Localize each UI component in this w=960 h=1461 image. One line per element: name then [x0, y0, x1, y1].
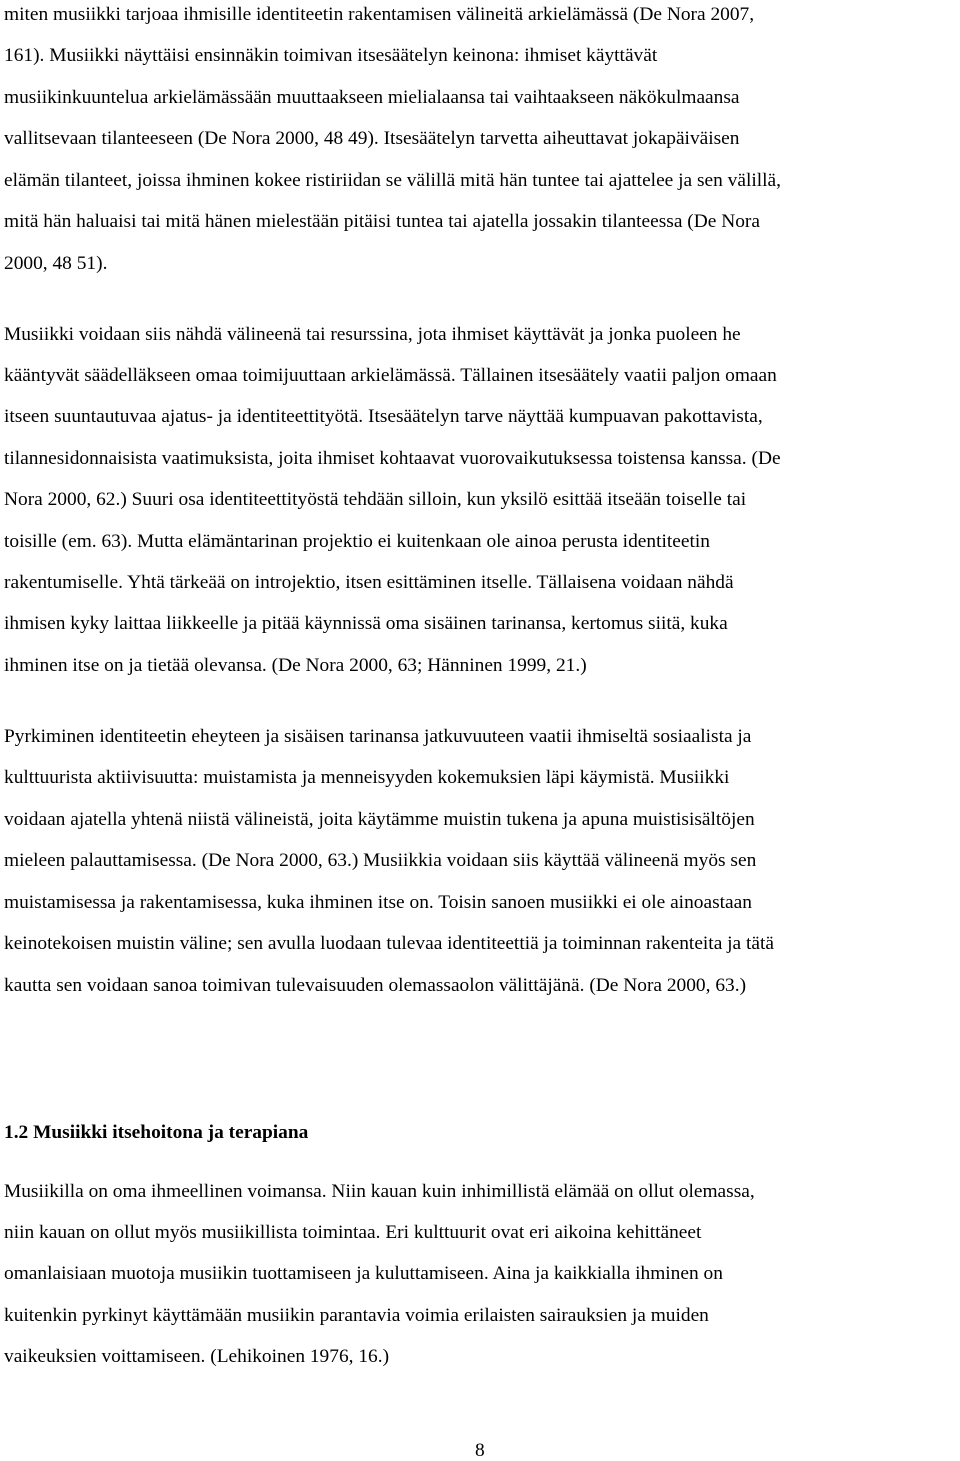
text-line: vallitsevaan tilanteeseen (De Nora 2000, 48 49). Itsesäätelyn tarvetta aiheuttavat jokapäiväisen: [4, 128, 740, 149]
text-line: 161). Musiikki näyttäisi ensinnäkin toimivan itsesäätelyn keinona: ihmiset käyttävät: [4, 45, 658, 66]
text-line: elämän tilanteet, joissa ihminen kokee ristiriidan se välillä mitä hän tuntee tai ajattelee ja sen välillä,: [4, 170, 781, 191]
page-number: 8: [475, 1440, 485, 1461]
text-line: voidaan ajatella yhtenä niistä välineistä, joita käytämme muistin tukena ja apuna muistisisältöjen: [4, 809, 755, 830]
text-line: omanlaisiaan muotoja musiikin tuottamiseen ja kuluttamiseen. Aina ja kaikkialla ihminen on: [4, 1263, 723, 1284]
text-line: muistamisessa ja rakentamisessa, kuka ihminen itse on. Toisin sanoen musiikki ei ole ainoastaan: [4, 892, 752, 913]
text-line: musiikinkuuntelua arkielämässään muuttaakseen mielialaansa tai vaihtaakseen näkökulmaansa: [4, 87, 740, 108]
text-line: itseen suuntautuvaa ajatus- ja identiteettityötä. Itsesäätelyn tarve näyttää kumpuavan pakottavista,: [4, 406, 763, 427]
text-line: tilannesidonnaisista vaatimuksista, joita ihmiset kohtaavat vuorovaikutuksessa toistensa kanssa. (De: [4, 448, 781, 469]
text-line: Musiikilla on oma ihmeellinen voimansa. Niin kauan kuin inhimillistä elämää on ollut olemassa,: [4, 1181, 755, 1202]
text-line: niin kauan on ollut myös musiikillista toimintaa. Eri kulttuurit ovat eri aikoina kehittäneet: [4, 1222, 702, 1243]
text-line: rakentumiselle. Yhtä tärkeää on introjektio, itsen esittäminen itselle. Tällaisena voidaan nähdä: [4, 572, 734, 593]
text-line: kääntyvät säädelläkseen omaa toimijuuttaan arkielämässä. Tällainen itsesäätely vaatii paljon omaan: [4, 365, 777, 386]
text-line: kuitenkin pyrkinyt käyttämään musiikin parantavia voimia erilaisten sairauksien ja muiden: [4, 1305, 709, 1326]
text-line: mitä hän haluaisi tai mitä hänen mielestään pitäisi tuntea tai ajatella jossakin tilanteessa (De Nora: [4, 211, 760, 232]
text-line: mieleen palauttamisessa. (De Nora 2000, 63.) Musiikkia voidaan siis käyttää välineenä myös sen: [4, 850, 757, 871]
text-line: Nora 2000, 62.) Suuri osa identiteettityöstä tehdään silloin, kun yksilö esittää itseään toiselle tai: [4, 489, 747, 510]
text-line: Musiikki voidaan siis nähdä välineenä tai resurssina, jota ihmiset käyttävät ja jonka puoleen he: [4, 324, 741, 345]
section-heading: 1.2 Musiikki itsehoitona ja terapiana: [4, 1122, 309, 1143]
text-line: 2000, 48 51).: [4, 253, 108, 274]
text-line: ihminen itse on ja tietää olevansa. (De Nora 2000, 63; Hänninen 1999, 21.): [4, 655, 587, 676]
text-line: vaikeuksien voittamiseen. (Lehikoinen 1976, 16.): [4, 1346, 390, 1367]
text-line: keinotekoisen muistin väline; sen avulla luodaan tulevaa identiteettiä ja toiminnan rakenteita ja tätä: [4, 933, 774, 954]
text-line: kautta sen voidaan sanoa toimivan tulevaisuuden olemassaolon välittäjänä. (De Nora 2000, 63.): [4, 975, 747, 996]
text-line: kulttuurista aktiivisuutta: muistamista ja menneisyyden kokemuksien läpi käymistä. Musiikki: [4, 767, 730, 788]
text-line: toisille (em. 63). Mutta elämäntarinan projektio ei kuitenkaan ole ainoa perusta identiteetin: [4, 531, 710, 552]
text-line: miten musiikki tarjoaa ihmisille identiteetin rakentamisen välineitä arkielämässä (De Nora 2007,: [4, 4, 755, 25]
text-line: ihmisen kyky laittaa liikkeelle ja pitää käynnissä oma sisäinen tarinansa, kertomus siitä, kuka: [4, 613, 728, 634]
text-line: Pyrkiminen identiteetin eheyteen ja sisäisen tarinansa jatkuvuuteen vaatii ihmiseltä sosiaalista ja: [4, 726, 752, 747]
